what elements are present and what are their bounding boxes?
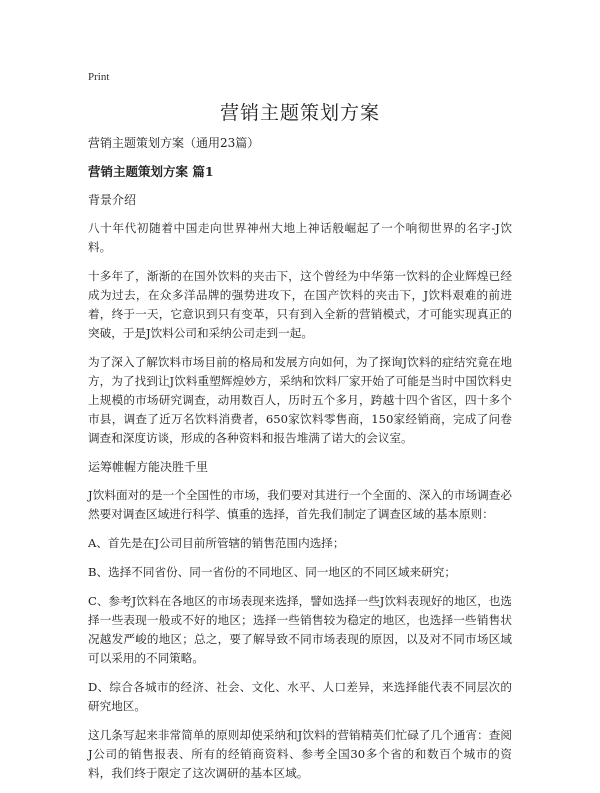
paragraph-research: 为了深入了解饮料市场目前的格局和发展方向如何，为了探询J饮料的症结究竟在地方，为了找到让J饮料重塑辉煌妙方，采纳和饮料厂家开始了可能是当时中国饮料史上规模的市场研究调查，动用数百人，历时五个多月，跨越十四个省区，四十多个市县，调查了近万名饮料消费者，650家饮料零售商，150家经销商，完成了问卷调查和深度访谈，形成的各种资料和报告堆满了诺大的会议室。 [88,355,512,445]
strategy-label: 运筹帷幄方能决胜千里 [88,460,209,474]
paragraph-conclusion: 这几条写起来非常简单的原则却使采纳和J饮料的营销精英们忙碌了几个通宵：查阅J公司的销售报表、所有的经销商资料、参考全国30多个省的和数百个城市的资料，我们终于限定了这次调研的基本区域。 [88,728,512,780]
document-subtitle: 营销主题策划方案（通用23篇） [88,136,260,150]
document-body [88,134,512,793]
principle-b: B、选择不同省份、同一省份的不同地区、同一地区的不同区域来研究； [88,565,456,579]
principle-a: A、首先是在J公司目前所管辖的销售范围内选择； [88,536,345,550]
principle-c: C、参考J饮料在各地区的市场表现来选择，譬如选择一些J饮料表现好的地区，也选择一些表现一般或不好的地区；选择一些销售较为稳定的地区，也选择一些销售状况越发严峻的地区；总之，要了解导致不同市场表现的原因，以及对不同市场区域可以采用的不同策略。 [88,594,512,665]
principle-d: D、综合各城市的经济、社会、文化、水平、人口差异，来选择能代表不同层次的研究地区。 [88,680,512,713]
document-title: 营销主题策划方案 [219,102,380,124]
paragraph-intro: 八十年代初随着中国走向世界神州大地上神话般崛起了一个响彻世界的名字-J饮料。 [88,221,512,254]
background-label: 背景介绍 [88,193,137,207]
section-heading: 营销主题策划方案 篇1 [88,164,214,179]
paragraph-history: 十多年了，渐渐的在国外饮料的夹击下，这个曾经为中华第一饮料的企业辉煌已经成为过去，在众多洋品牌的强势进攻下，在国产饮料的夹击下，J饮料艰难的前进着，终于一天，它意识到只有变革，只有到入全新的营销模式，才可能实现真正的突破，于是J饮料公司和采纳公司走到一起。 [88,269,512,340]
paragraph-market: J饮料面对的是一个全国性的市场，我们要对其进行一个全面的、深入的市场调查必然要对调查区域进行科学、慎重的选择，首先我们制定了调查区域的基本原则： [88,488,512,521]
print-label: Print [88,71,110,83]
